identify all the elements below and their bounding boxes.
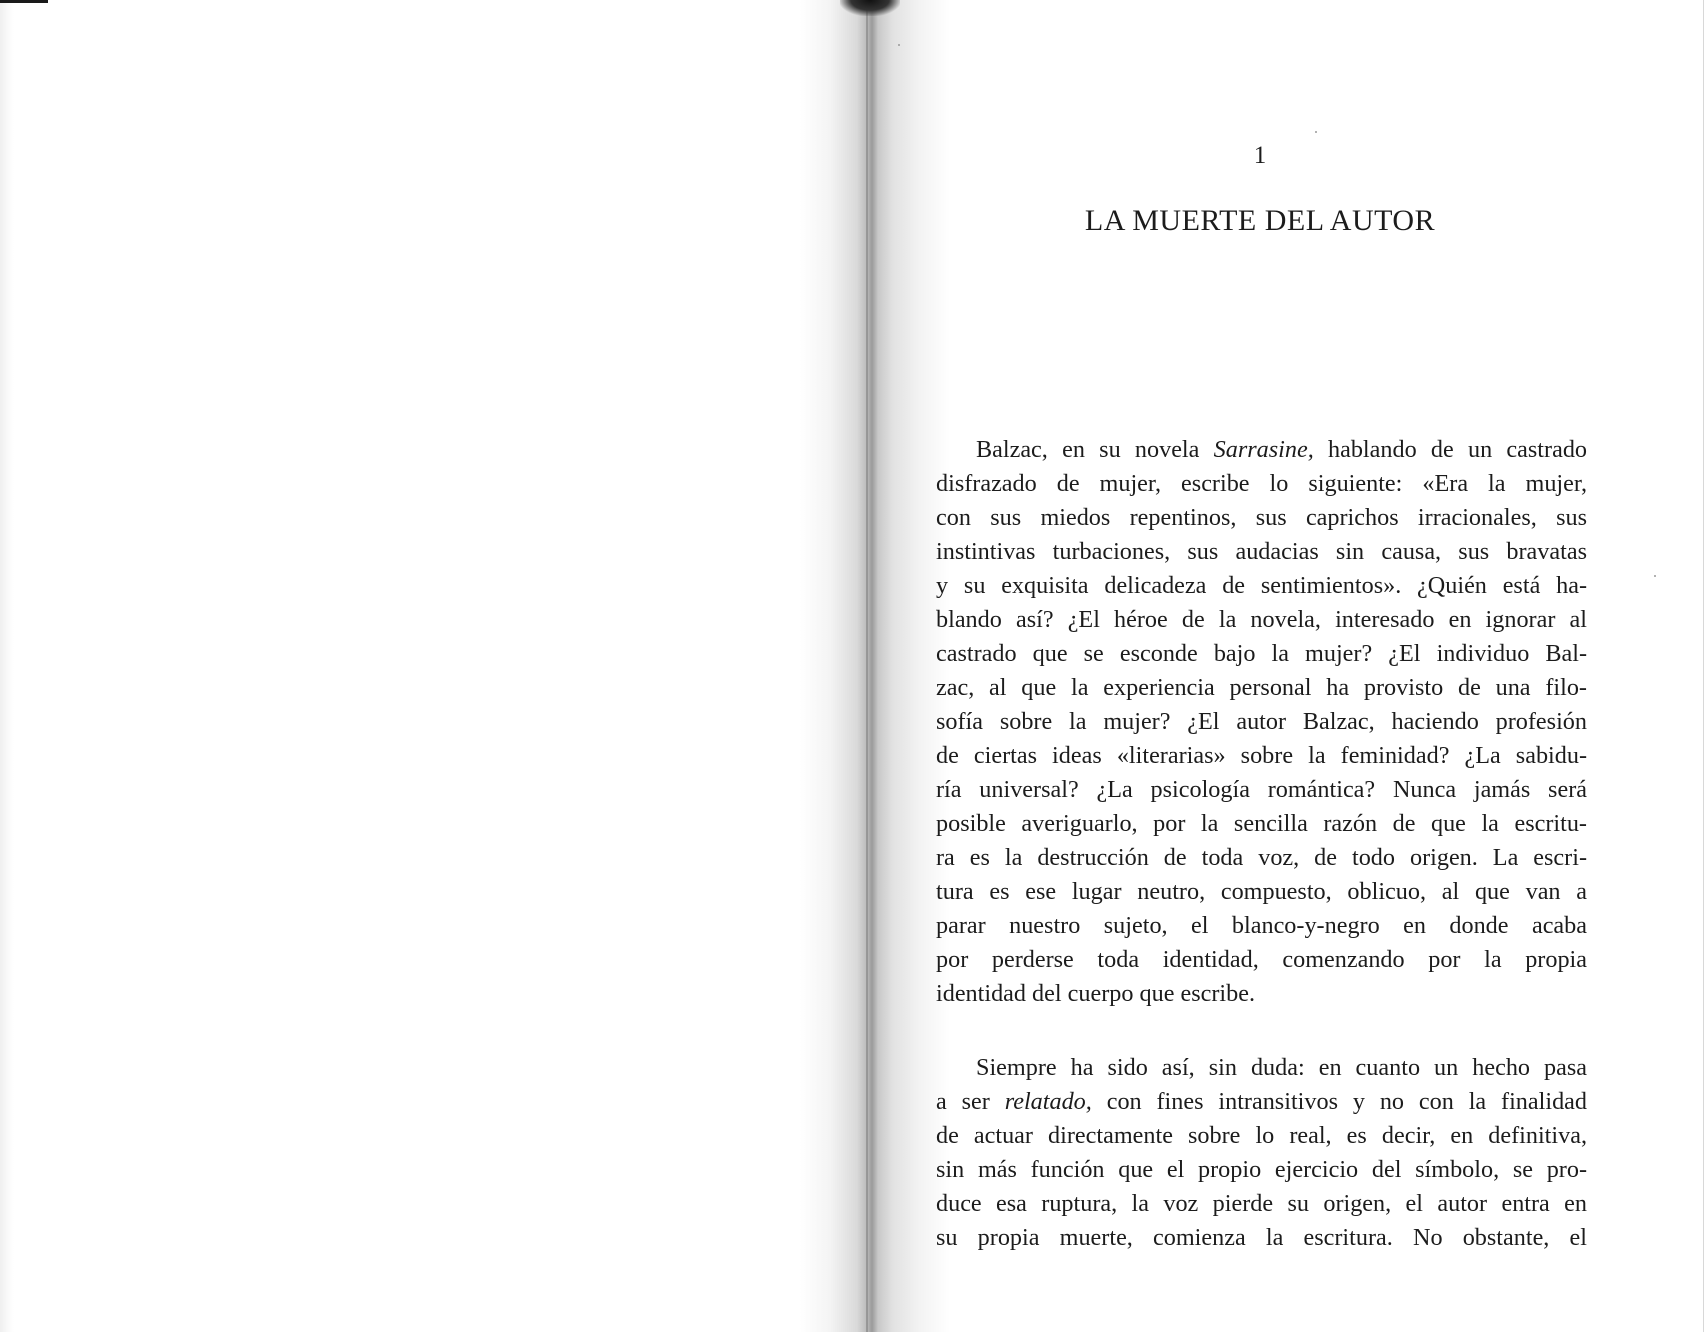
- text-line: sofía sobre la mujer? ¿El autor Balzac, haciendo profesión: [936, 708, 1587, 735]
- text-line: zac, al que la experiencia personal ha provisto de una filo-: [936, 674, 1587, 701]
- text-line: parar nuestro sujeto, el blanco-y-negro en donde acaba: [936, 912, 1587, 939]
- text-line: identidad del cuerpo que escribe.: [936, 980, 1256, 1007]
- paragraph-1: [936, 433, 1587, 1011]
- text-line: de ciertas ideas «literarias» sobre la feminidad? ¿La sabidu-: [936, 742, 1587, 769]
- text-line: y su exquisita delicadeza de sentimientos». ¿Quién está ha-: [936, 572, 1587, 599]
- chapter-number: 1: [1253, 142, 1267, 169]
- text-line: a ser relatado, con fines intransitivos y no con la finalidad: [936, 1088, 1587, 1115]
- paragraph-2: [936, 1051, 1587, 1255]
- text-line: castrado que se esconde bajo la mujer? ¿El individuo Bal-: [936, 640, 1587, 667]
- text-line: ría universal? ¿La psicología romántica? Nunca jamás será: [936, 776, 1587, 803]
- scan-edge-mark: [0, 0, 48, 3]
- text-line: disfrazado de mujer, escribe lo siguiente: «Era la mujer,: [936, 470, 1587, 497]
- italic-title: Sarrasine,: [1213, 436, 1314, 463]
- text-line: Balzac, en su novela Sarrasine, hablando de un castrado: [976, 436, 1588, 463]
- text-line: duce esa ruptura, la voz pierde su origen, el autor entra en: [936, 1190, 1587, 1217]
- text-line: blando así? ¿El héroe de la novela, interesado en ignorar al: [936, 606, 1587, 633]
- text-line: sin más función que el propio ejercicio del símbolo, se pro-: [936, 1156, 1587, 1183]
- text-line: por perderse toda identidad, comenzando por la propia: [936, 946, 1587, 973]
- text-line: tura es ese lugar neutro, compuesto, oblicuo, al que van a: [936, 878, 1587, 905]
- text-line: ra es la destrucción de toda voz, de todo origen. La escri-: [936, 844, 1587, 871]
- text-line: instintivas turbaciones, sus audacias sin causa, sus bravatas: [936, 538, 1587, 565]
- text-line: Siempre ha sido así, sin duda: en cuanto un hecho pasa: [976, 1054, 1587, 1081]
- text-line: de actuar directamente sobre lo real, es decir, en definitiva,: [936, 1122, 1587, 1149]
- text-line: su propia muerte, comienza la escritura. No obstante, el: [936, 1224, 1587, 1251]
- text-line: con sus miedos repentinos, sus caprichos irracionales, sus: [936, 504, 1587, 531]
- italic-word: relatado,: [1004, 1088, 1092, 1115]
- text-line: posible averiguarlo, por la sencilla razón de que la escritu-: [936, 810, 1587, 837]
- left-page-edge: [0, 0, 14, 1332]
- chapter-title: LA MUERTE DEL AUTOR: [1084, 204, 1436, 237]
